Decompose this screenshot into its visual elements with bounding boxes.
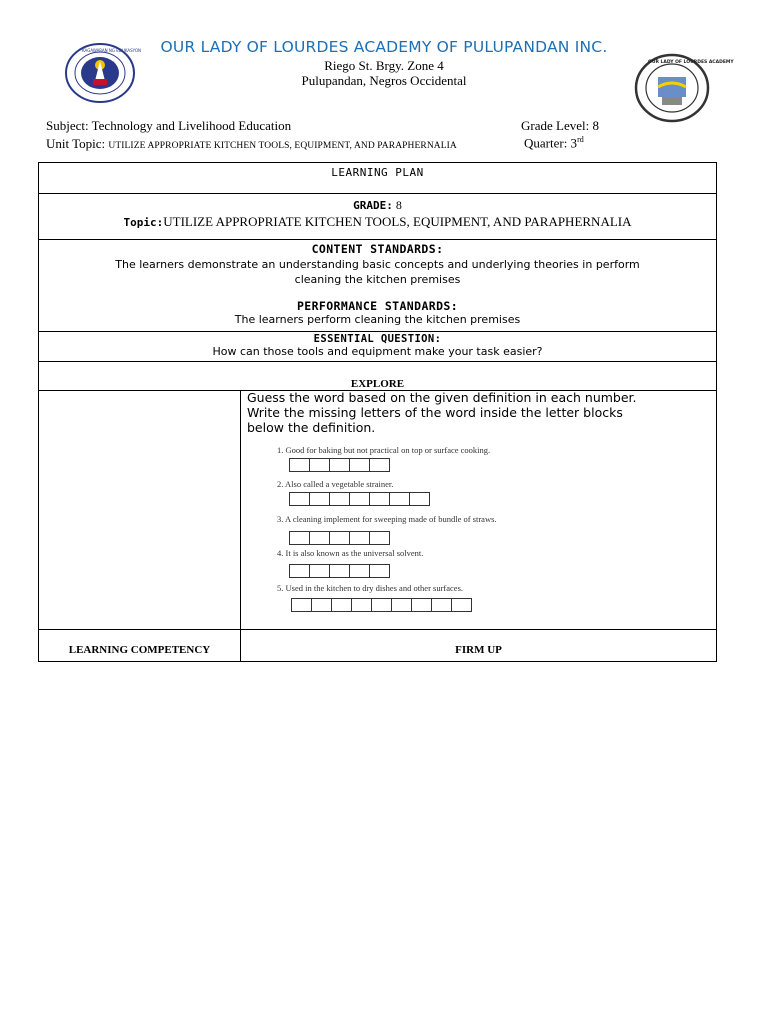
letter-block[interactable] [349,531,370,545]
letter-block[interactable] [369,564,390,578]
answer-boxes-4[interactable] [289,564,389,578]
essential-question-text: How can those tools and equipment make your task easier? [212,345,543,358]
essential-question-title: ESSENTIAL QUESTION: [313,333,442,345]
letter-block[interactable] [329,458,350,472]
letter-block[interactable] [369,458,390,472]
instruction-line-2: Write the missing letters of the word inside the letter blocks [247,405,623,420]
learning-plan-table [38,162,717,662]
plan-title-cell [39,163,717,194]
quarter-label: Quarter: 3 [524,135,578,151]
learning-competency-label: LEARNING COMPETENCY [68,643,211,656]
letter-block[interactable] [431,598,452,612]
letter-block[interactable] [331,598,352,612]
answer-boxes-1[interactable] [289,458,389,472]
letter-block[interactable] [289,492,310,506]
subject-label: Subject: Technology and Livelihood Education [46,118,292,133]
explore-content-cell [241,391,717,630]
content-standards-title: CONTENT STANDARDS: [311,242,444,256]
letter-block[interactable] [411,598,432,612]
grade-value: 8 [392,198,402,212]
instruction-line-3: below the definition. [247,420,376,435]
letter-block[interactable] [289,458,310,472]
letter-block[interactable] [349,458,370,472]
performance-standards-text: The learners perform cleaning the kitchen premises [234,313,521,326]
letter-block[interactable] [351,598,372,612]
topic-value: UTILIZE APPROPRIATE KITCHEN TOOLS, EQUIPMENT, AND PARAPHERNALIA [163,214,632,229]
unit-topic-label: Unit Topic: [46,136,109,151]
explore-left-cell [39,391,241,630]
firm-up-cell [241,630,717,662]
address-line-2: Pulupandan, Negros Occidental [301,73,467,88]
grade-line [39,194,716,213]
letter-block[interactable] [309,564,330,578]
explore-title: EXPLORE [350,378,405,390]
letter-block[interactable] [329,564,350,578]
unit-topic-value: UTILIZE APPROPRIATE KITCHEN TOOLS, EQUIPMENT, AND PARAPHERNALIA [108,141,457,151]
quarter-line [524,135,584,151]
letter-block[interactable] [311,598,332,612]
grade-label: GRADE: [353,199,393,212]
question-4: 4. It is also known as the universal solvent. [277,548,424,558]
letter-block[interactable] [291,598,312,612]
grade-level-label: Grade Level: 8 [521,118,599,133]
answer-boxes-2[interactable] [289,492,429,506]
letter-block[interactable] [329,492,350,506]
school-seal-icon [634,53,734,123]
question-3: 3. A cleaning implement for sweeping made of bundle of straws. [277,514,497,524]
letter-block[interactable] [369,531,390,545]
quarter-suffix: rd [577,135,584,144]
grade-topic-cell [39,194,717,240]
letter-block[interactable] [329,531,350,545]
standards-cell [39,240,717,332]
question-1: 1. Good for baking but not practical on top or surface cooking. [277,445,491,455]
letter-block[interactable] [349,564,370,578]
letter-block[interactable] [409,492,430,506]
unit-topic-line [46,136,457,152]
content-standards-line2: cleaning the kitchen premises [294,273,461,286]
letter-block[interactable] [451,598,472,612]
topic-label: Topic: [123,216,164,229]
learning-competency-cell [39,630,241,662]
answer-boxes-5[interactable] [291,598,471,612]
content-standards-line1: The learners demonstrate an understanding basic concepts and underlying theories in perform [115,258,640,271]
firm-up-label: FIRM UP [455,643,502,656]
topic-line [39,214,716,230]
letter-block[interactable] [391,598,412,612]
letter-block[interactable] [289,531,310,545]
explore-title-cell [39,362,717,391]
instruction-line-1: Guess the word based on the given definition in each number. [247,390,637,405]
letter-block[interactable] [389,492,410,506]
school-name: OUR LADY OF LOURDES ACADEMY OF PULUPANDAN INC. [160,38,608,56]
essential-question-cell [39,332,717,362]
performance-standards-title: PERFORMANCE STANDARDS: [296,299,459,313]
deped-seal-icon [64,43,142,103]
letter-block[interactable] [309,531,330,545]
svg-text:OUR LADY OF LOURDES ACADEMY: OUR LADY OF LOURDES ACADEMY [648,60,734,65]
letter-block[interactable] [309,458,330,472]
letter-block[interactable] [309,492,330,506]
question-5: 5. Used in the kitchen to dry dishes and other surfaces. [277,583,464,593]
address-line-1: Riego St. Brgy. Zone 4 [324,58,444,73]
letter-block[interactable] [289,564,310,578]
letter-block[interactable] [349,492,370,506]
svg-text:KAGAWARAN NG EDUKASYON: KAGAWARAN NG EDUKASYON [82,48,142,53]
explore-instructions [247,390,637,435]
letter-block[interactable] [369,492,390,506]
question-2: 2. Also called a vegetable strainer. [277,479,394,489]
plan-title: LEARNING PLAN [331,166,424,179]
answer-boxes-3[interactable] [289,531,389,545]
letter-block[interactable] [371,598,392,612]
